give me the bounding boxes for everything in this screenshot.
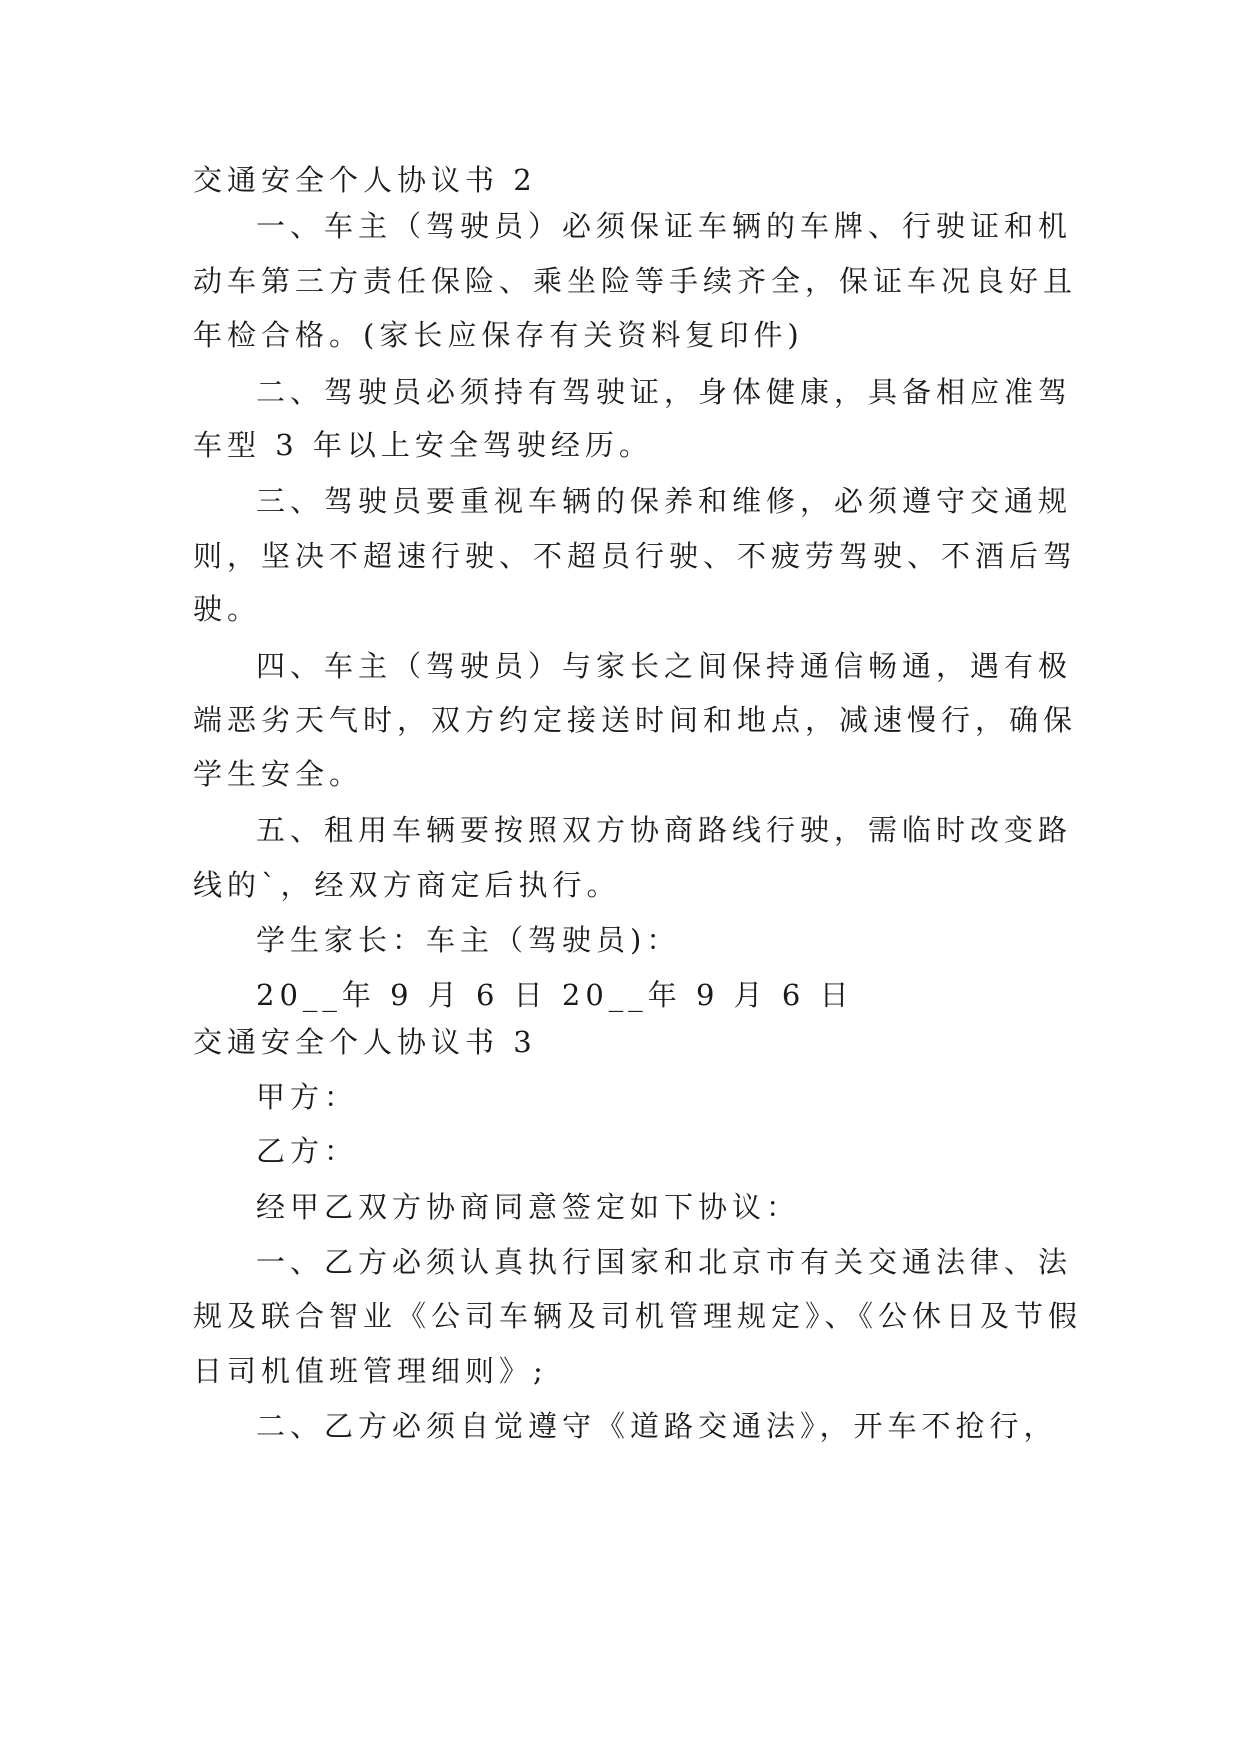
- paragraph-line: 三、驾驶员要重视车辆的保养和维修，必须遵守交通规: [256, 484, 1073, 518]
- section-title-3: 交通安全个人协议书 3: [193, 1025, 537, 1059]
- paragraph-line: 动车第三方责任保险、乘坐险等手续齐全，保证车况良好且: [193, 264, 1078, 298]
- signature-labels: 学生家长：车主（驾驶员)：: [256, 923, 681, 957]
- paragraph-line: 一、车主（驾驶员）必须保证车辆的车牌、行驶证和机: [256, 209, 1073, 243]
- paragraph-line: 五、租用车辆要按照双方协商路线行驶，需临时改变路: [256, 813, 1073, 847]
- paragraph-line: 日司机值班管理细则》;: [193, 1354, 548, 1388]
- paragraph-line: 一、乙方必须认真执行国家和北京市有关交通法律、法: [256, 1245, 1073, 1279]
- paragraph-line: 规及联合智业《公司车辆及司机管理规定》、《公休日及节假: [193, 1299, 1083, 1333]
- section-title-2: 交通安全个人协议书 2: [193, 163, 537, 197]
- party-b-label: 乙方：: [256, 1134, 359, 1168]
- paragraph-line: 则，坚决不超速行驶、不超员行驶、不疲劳驾驶、不酒后驾: [193, 539, 1078, 573]
- paragraph-line: 二、驾驶员必须持有驾驶证，身体健康，具备相应准驾: [256, 375, 1073, 409]
- paragraph-line: 四、车主（驾驶员）与家长之间保持通信畅通，遇有极: [256, 649, 1073, 683]
- party-a-label: 甲方：: [256, 1080, 359, 1114]
- paragraph-line: 年检合格。(家长应保存有关资料复印件): [193, 318, 804, 352]
- paragraph-line: 端恶劣天气时，双方约定接送时间和地点，减速慢行，确保: [193, 703, 1078, 737]
- paragraph-line: 驶。: [193, 592, 262, 626]
- paragraph-line: 学生安全。: [193, 757, 364, 791]
- paragraph-line: 二、乙方必须自觉遵守《道路交通法》，开车不抢行，: [256, 1409, 1058, 1443]
- paragraph-line: 车型 3 年以上安全驾驶经历。: [193, 428, 653, 462]
- paragraph-line: 线的`，经双方商定后执行。: [193, 868, 621, 902]
- signature-dates: 20__年 9 月 6 日 20__年 9 月 6 日: [256, 978, 854, 1012]
- paragraph-line: 经甲乙双方协商同意签定如下协议：: [256, 1190, 801, 1224]
